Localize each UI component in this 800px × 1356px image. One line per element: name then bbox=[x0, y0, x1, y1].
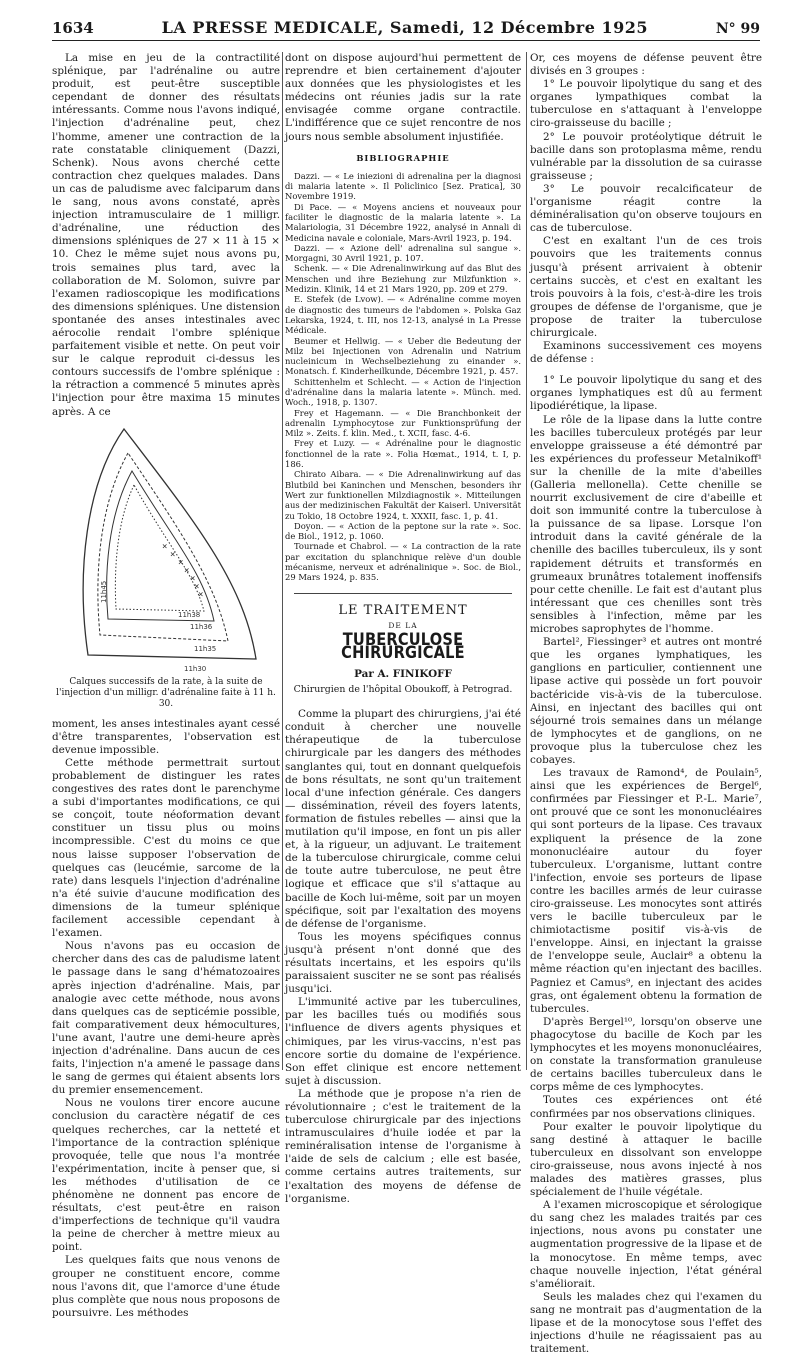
spleen-tracing-figure bbox=[66, 423, 266, 675]
paragraph: Tous les moyens spécifiques connus jusqu'à présent n'ont donné que des résultats incertains, et les espoirs qu'ils paraissaient susciter ne se sont pas réalisés jusqu'ici. bbox=[285, 930, 521, 996]
article-author: Par A. FINIKOFF bbox=[354, 668, 452, 680]
paragraph: C'est en exaltant l'un de ces trois pouvoirs que les traitements connus jusqu'à présent arrivaient à obtenir certains succès, et c'est en exaltant les trois pouvoirs à la fois, c'est-à-dire les trois groupes de défense de l'organisme, que je propose de traiter la tuberculose chirurgicale. bbox=[530, 235, 762, 339]
column-rule bbox=[282, 52, 283, 1070]
paragraph: Nous n'avons pas eu occasion de chercher dans des cas de paludisme latent le passage dans le sang d'hématozoaires après injection d'adrénaline. Mais, par analogie avec cette méthode, nous avons dans quelques cas de septicémie possible, fait comparativement deux hémocultures, l'une avant, l'autre une demi-heure après injection d'adrénaline. Dans aucun de ces faits, l'injection n'a amené le passage dans le sang de germes qui étaient absents lors du premier ensemencement. bbox=[52, 940, 280, 1097]
bibliography-entry: Schenk. — « Die Adrenalinwirkung auf das Blut des Menschen und ihre Beziehung zur Milzfunktion ». Medizin. Klinik, 14 et 21 Mars 1920, pp. 209 et 279. bbox=[285, 263, 521, 295]
bibliography-entry: Frey et Hagemann. — « Die Branchbonkeit der adrenalin Lymphocytose zur Funktionsprüfung der Milz ». Zeits. f. klin. Med., t. XCII, fasc. 4-6. bbox=[285, 407, 521, 439]
paragraph: La mise en jeu de la contractilité splénique, par l'adrénaline ou autre produit, est peut-être susceptible cependant de donner des résultats intéressants. Comme nous l'avons indiqué, l'injection d'adrénaline peut, chez l'homme, amener une contraction de la rate constatable cliniquement (Dazzi, Schenk). Nous avons cherché cette contraction chez quelques malades. Dans un cas de paludisme avec falciparum dans le sang, nous avons constaté, après injection intramusculaire de 1 milligr. d'adrénaline, une réduction des dimensions spléniques de 27 × 11 à 15 × 10. Chez le même sujet nous avons pu, trois semaines plus tard, avec la collaboration de M. Solomon, suivre par l'examen radioscopique les modifications des dimensions spléniques. Une distension spontanée des anses intestinales avec aérocolie rendait l'ombre splénique parfaitement visible et nette. On peut voir sur le calque reproduit ci-dessus les contours successifs de l'ombre splénique : la rétraction a commencé 5 minutes après l'injection pour être maxima 15 minutes après. A ce bbox=[52, 52, 280, 418]
cross-marks: × bbox=[190, 573, 196, 584]
paragraph: L'immunité active par les tuberculines, par les bacilles tués ou modifiés sous l'influence de divers agents physiques et chimiques, par les virus-vaccins, n'est pas encore sortie du domaine de l'expérience. Son effet clinique est encore nettement sujet à discussion. bbox=[285, 996, 521, 1087]
journal-title: LA PRESSE MEDICALE, Samedi, 12 Décembre 1925 bbox=[161, 18, 648, 37]
label-11h35: 11h35 bbox=[194, 644, 217, 653]
column-1 bbox=[52, 52, 280, 1319]
paragraph: 2° Le pouvoir protéolytique détruit le bacille dans son protoplasma même, rendu vulnérable par la dissolution de sa cuirasse graisseuse ; bbox=[530, 130, 762, 182]
paragraph: 1° Le pouvoir lipolytique du sang et des organes lymphatiques est dû au ferment lipodiérétique, la lipase. bbox=[530, 374, 762, 413]
paragraph: Nous ne voulons tirer encore aucune conclusion du caractère négatif de ces quelques recherches, car la netteté et l'importance de la contraction splénique provoquée, telle que nous l'a montrée l'expérimentation, incite à penser que, si les méthodes d'utilisation de ce phénomène ne donnent pas encore de résultats, c'est peut-être en raison d'imperfections de technique qu'il vaudra la peine de chercher à mettre mieux au point. bbox=[52, 1097, 280, 1254]
column-rule bbox=[526, 52, 527, 1070]
bibliography-entry: Tournade et Chabrol. — « La contraction de la rate par excitation du splanchnique relève d'un double mécanisme, nerveux et adrénalinique ». Soc. de Biol., 29 Mars 1924, p. 835. bbox=[285, 541, 521, 583]
bibliography-heading: BIBLIOGRAPHIE bbox=[356, 152, 450, 163]
column-2 bbox=[285, 52, 521, 1205]
bibliography-entry: Di Pace. — « Moyens anciens et nouveaux pour faciliter le diagnostic de la malaria latente ». La Malariologia, 31 Décembre 1922, analysé in Annali di Medicina navale e coloniale, Mars-Avril 1923, p. 194. bbox=[285, 201, 521, 243]
article-title: TUBERCULOSE CHIRURGICALE bbox=[341, 629, 465, 663]
paragraph: Comme la plupart des chirurgiens, j'ai été conduit à chercher une nouvelle thérapeutique de la tuberculose chirurgicale par les dangers des méthodes sanglantes qui, tout en donnant quelquefois de bons résultats, ne sont qu'un traitement local d'une infection générale. Ces dangers — dissémination, réveil des foyers latents, formation de fistules rebelles — ainsi que la mutilation qu'il impose, en font un pis aller et, à la rigueur, un adjuvant. Le traitement de la tuberculose chirurgicale, comme celui de toute autre tuberculose, ne peut être logique et efficace que s'il s'attaque au bacille de Koch lui-même, soit par un moyen spécifique, soit par l'exaltation des moyens de défense de l'organisme. bbox=[285, 708, 521, 930]
label-11h38: 11h38 bbox=[178, 610, 201, 619]
paragraph: Cette méthode permettrait surtout probablement de distinguer les rates congestives des rates dont le parenchyme a subi d'importantes modifications, ce qui se conçoit, toute néoformation devant constituer un tissu plus ou moins incompressible. C'est du moins ce que nous laisse supposer l'observation de quelques cas (leucémie, sarcome de la rate) dans lesquels l'injection d'adrénaline n'a été suivie d'aucune modification des dimensions de la tumeur splénique facilement accessible cependant à l'examen. bbox=[52, 756, 280, 940]
paragraph: Examinons successivement ces moyens de défense : bbox=[530, 340, 762, 366]
label-11h45: 11h45 bbox=[100, 580, 108, 603]
cross-marks: × bbox=[170, 549, 176, 560]
label-11h30: 11h30 bbox=[184, 664, 207, 673]
bibliography-entry: Beumer et Hellwig. — « Ueber die Bedeutung der Milz bei Injectionen von Adrenalin und Natrium nucleinicum in Wechselbeziehung zu einander ». Monatsch. f. Kinderheilkunde, Décembre 1921, p. 457. bbox=[285, 335, 521, 377]
bibliography-entry: Doyon. — « Action de la peptone sur la rate ». Soc. de Biol., 1912, p. 1060. bbox=[285, 520, 521, 542]
paragraph: Le rôle de la lipase dans la lutte contre les bacilles tuberculeux protégés par leur enveloppe graisseuse a été démontré par les expériences du professeur Metalnikoff¹ sur la chenille de la mite d'abeilles (Galleria mellonella). Cette chenille se nourrit exclusivement de cire d'abeille et doit son immunité contre la tuberculose à la puissance de sa lipase. Lorsque l'on introduit dans la cavité générale de la chenille des bacilles tuberculeux, ils y sont rapidement détruits et transformés en grumeaux brunâtres totalement inoffensifs pour cette chenille. Le fait est d'autant plus intéressant que ces chenilles sont très sensibles à l'infection, même par les microbes saprophytes de l'homme. bbox=[530, 413, 762, 636]
paragraph: Or, ces moyens de défense peuvent être divisés en 3 groupes : bbox=[530, 52, 762, 78]
bibliography-entry: Dazzi. — « Azione dell' adrenalina sul sangue ». Morgagni, 30 Avril 1921, p. 107. bbox=[285, 242, 521, 264]
bibliography-list bbox=[285, 171, 521, 583]
paragraph: Seuls les malades chez qui l'examen du sang ne montrait pas d'augmentation de la lipase et de la monocytose sous l'effet des injections d'huile ne réagissaient pas au traitement. bbox=[530, 1290, 762, 1356]
label-11h36: 11h36 bbox=[190, 622, 213, 631]
bibliography-entry: Frey et Luzy. — « Adrénaline pour le diagnostic fonctionnel de la rate ». Folia Hœmat., 1914, t. I, p. 186. bbox=[285, 438, 521, 470]
paragraph: D'après Bergel¹⁰, lorsqu'on observe une phagocytose du bacille de Koch par les lymphocytes et les moyens mononucléaires, on constate la transformation granuleuse de certains bacilles tuberculeux dans le corps même de ces lymphocytes. bbox=[530, 1015, 762, 1094]
tracing-11h38 bbox=[115, 485, 204, 611]
paragraph: La méthode que je propose n'a rien de révolutionnaire ; c'est le traitement de la tuberculose chirurgicale par des injections intramusculaires d'huile iodée et par la reminéralisation intense de l'organisme à l'aide de sels de calcium ; elle est basée, comme certains autres traitements, sur l'exaltation des moyens de défense de l'organisme. bbox=[285, 1087, 521, 1205]
paragraph: Bartel², Fiessinger³ et autres ont montré que les organes lymphatiques, les ganglions en particulier, contiennent une lipase active qui possède un fort pouvoir bactéricide vis-à-vis de la tuberculose. Ainsi, en injectant des bacilles qui ont séjourné trois semaines dans un mélange de lymphocytes et de ganglions, on ne provoque plus la tuberculose chez les cobayes. bbox=[530, 636, 762, 766]
cross-marks: × bbox=[194, 581, 200, 592]
cross-marks: × bbox=[198, 589, 204, 600]
section-divider bbox=[294, 593, 511, 594]
bibliography-entry: Schittenhelm et Schlecht. — « Action de l'injection d'adrénaline dans la malaria latente ». Münch. med. Woch., 1918, p. 1307. bbox=[285, 376, 521, 408]
bibliography-entry: E. Stefek (de Lvow). — « Adrénaline comme moyen de diagnostic des tumeurs de l'abdomen ». Polska Gaz Lekarska, 1924, t. III, nos 12-13, analysé in La Presse Médicale. bbox=[285, 294, 521, 336]
paragraph: 1° Le pouvoir lipolytique du sang et des organes lympathiques combat la tuberculose en s'attaquant à l'enveloppe ciro-graisseuse du bacille ; bbox=[530, 78, 762, 130]
paragraph: moment, les anses intestinales ayant cessé d'être transparentes, l'observation est devenue impossible. bbox=[52, 717, 280, 756]
paragraph: Les quelques faits que nous venons de grouper ne constituent encore, comme nous l'avons dit, que l'amorce d'une étude plus complète que nous nous proposons de poursuivre. Les méthodes bbox=[52, 1254, 280, 1319]
cross-marks: × bbox=[162, 541, 168, 552]
paragraph: A l'examen microscopique et sérologique du sang chez les malades traités par ces injections, nous avons pu constater une augmentation progressive de la lipase et de la monocytose. En même temps, avec chaque nouvelle injection, l'état général s'améliorait. bbox=[530, 1199, 762, 1290]
running-header bbox=[52, 18, 760, 41]
paragraph: dont on dispose aujourd'hui permettent de reprendre et bien certainement d'ajouter aux données que les physiologistes et les médecins ont réunies jadis sur la rate envisagée comme organe contractile. L'indifférence que ce sujet rencontre de nos jours nous semble absolument injustifiée. bbox=[285, 52, 521, 143]
paragraph: Toutes ces expériences ont été confirmées par nos observations cliniques. bbox=[530, 1094, 762, 1120]
author-affiliation: Chirurgien de l'hôpital Oboukoff, à Petrograd. bbox=[293, 684, 513, 696]
paragraph: Les travaux de Ramond⁴, de Poulain⁵, ainsi que les expériences de Bergel⁶, confirmées par Fiessinger et P.-L. Marie⁷, ont prouvé que ce sont les mononucléaires qui sont porteurs de la lipase. Ces travaux expliquent la présence de la zone mononucléaire autour du foyer tuberculeux. L'organisme, luttant contre l'infection, envoie ses porteurs de lipase contre les bacilles armés de leur cuirasse ciro-graisseuse. Les monocytes sont attirés vers le bacille tuberculeux par le chimiotactisme positif vis-à-vis de l'enveloppe. Ainsi, en injectant la graisse de l'enveloppe seule, Auclair⁸ a obtenu la même réaction qu'en injectant des bacilles. Pagniez et Camus⁹, en injectant des acides gras, ont également obtenu la formation de tubercules. bbox=[530, 767, 762, 1015]
figure-caption: Calques successifs de la rate, à la suite de l'injection d'un milligr. d'adrénaline faite à 11 h. 30. bbox=[56, 676, 276, 709]
cross-marks: × bbox=[178, 557, 184, 568]
cross-marks: × bbox=[184, 565, 190, 576]
bibliography-entry: Chirato Aibara. — « Die Adrenalinwirkung auf das Blutbild bei Kaninchen und Menschen, besonders ihr Wert zur funktionellen Milzdiagnostik ». Mitteilungen aus der medizinischen Fakultät der Kaiserl. Universität zu Tokio, 18 Octobre 1924, t. XXXII, fasc. 1, p. 41. bbox=[285, 469, 521, 521]
paragraph: Pour exalter le pouvoir lipolytique du sang destiné à attaquer le bacille tuberculeux en dissolvant son enveloppe ciro-graisseuse, nous avons injecté à nos malades des matières grasses, plus spécialement de l'huile végétale. bbox=[530, 1120, 762, 1199]
paragraph: 3° Le pouvoir recalcificateur de l'organisme réagit contre la déminéralisation qu'on observe toujours en cas de tuberculose. bbox=[530, 182, 762, 235]
article-kicker: LE TRAITEMENT bbox=[338, 602, 468, 618]
article-kicker-small: DE LA bbox=[388, 620, 418, 630]
bibliography-entry: Dazzi. — « Le iniezioni di adrenalina per la diagnosi di malaria latente ». Il Policlinico [Sez. Pratica], 30 Novembre 1919. bbox=[285, 170, 521, 202]
issue-number: N° 99 bbox=[715, 21, 760, 37]
page-number: 1634 bbox=[52, 19, 94, 37]
column-3 bbox=[530, 52, 762, 1356]
